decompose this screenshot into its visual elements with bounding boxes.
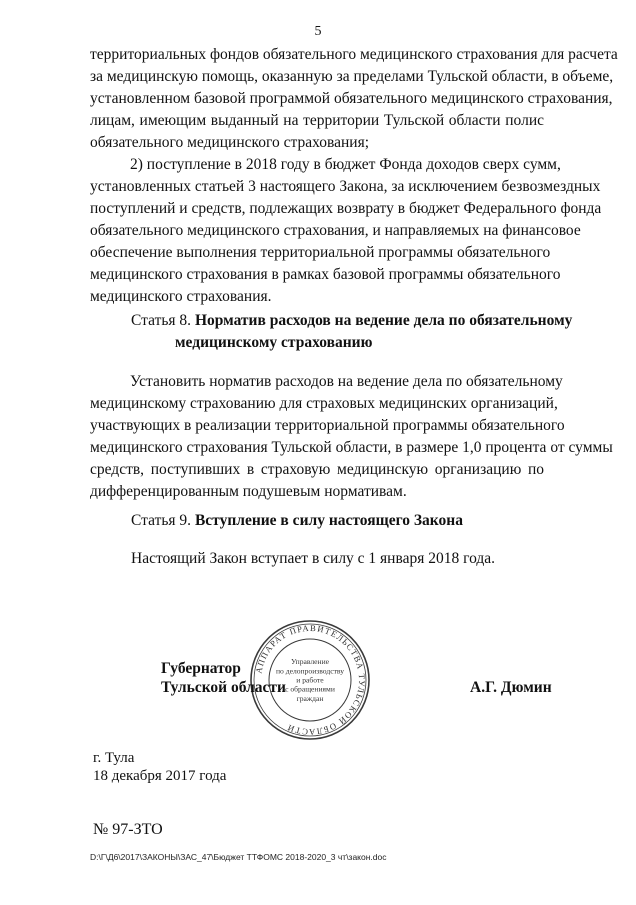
file-path-footer: D:\Г\Д6\2017\ЗАКОНЫ\ЗАС_47\Бюджет ТТФОМС 2018-2020_3 чт\закон.doc [90,852,387,862]
paragraph-item-2 [90,154,602,308]
text-line: медицинского страхования Тульской области, в размере 1,0 процента от суммы [90,439,613,456]
article-8-body [90,371,613,503]
seal-center-line: граждан [296,693,324,703]
text-line: за медицинскую помощь, оказанную за пределами Тульской области, в объеме, [90,68,614,85]
page-number: 5 [314,24,322,39]
date-of-signing: 18 декабря 2017 года [93,768,227,784]
article-8-title-line1: Норматив расходов на ведение дела по обязательному [194,312,573,329]
text-line: Установить норматив расходов на ведение дела по обязательному [130,373,563,390]
article-8-heading [131,310,572,354]
article-9-body: Настоящий Закон вступает в силу с 1 января 2018 года. [131,550,496,567]
signatory-title-line1: Губернатор [161,660,241,677]
text-line: установленном базовой программой обязательного медицинского страхования, [90,90,613,107]
place-of-signing: г. Тула [93,750,135,766]
text-line: медицинского страхования. [90,288,272,305]
seal-center-line: Управление [290,657,330,667]
text-line: обеспечение выполнения территориальной программы обязательного [90,244,551,261]
seal-center-line: с обращениями [285,684,335,694]
seal-center-line: и работе [296,675,324,685]
text-line: участвующих в реализации территориальной программы обязательного [90,417,565,434]
article-9-prefix: Статья 9. [131,512,192,529]
text-line: территориальных фондов обязательного медицинского страхования для расчета [90,46,618,63]
text-line: средств, поступивших в страховую медицинскую организацию по [90,461,544,478]
signatory-name: А.Г. Дюмин [470,679,552,696]
signatory-title-line2: Тульской области [161,679,286,696]
text-line: поступлений и средств, подлежащих возврату в бюджет Федерального фонда [90,200,602,217]
text-line: дифференцированным подушевым нормативам. [90,483,407,500]
article-8-prefix: Статья 8. [131,312,192,329]
text-line: 2) поступление в 2018 году в бюджет Фонда доходов сверх сумм, [130,156,561,173]
text-line: медицинского страхования в рамках базовой программы обязательного [90,266,561,283]
law-number: № 97-ЗТО [93,821,163,838]
paragraph-continuation [90,44,618,154]
article-8-title-line2: медицинскому страхованию [175,334,373,351]
seal-center-line: по делопроизводству [275,666,345,676]
article-9-heading [131,510,463,532]
signatory-title [161,659,286,697]
text-line: медицинскому страхованию для страховых медицинских организаций, [90,395,558,412]
text-line: обязательного медицинского страхования; [90,134,369,151]
text-line: лицам, имеющим выданный на территории Тульской области полис [90,112,544,129]
seal-ring-text: АППАРАТ ПРАВИТЕЛЬСТВА ТУЛЬСКОЙ ОБЛАСТИ [253,622,368,738]
text-line: установленных статьей 3 настоящего Закона, за исключением безвозмездных [90,178,601,195]
article-9-title: Вступление в силу настоящего Закона [194,512,463,529]
text-line: обязательного медицинского страхования, и направляемых на финансовое [90,222,581,239]
